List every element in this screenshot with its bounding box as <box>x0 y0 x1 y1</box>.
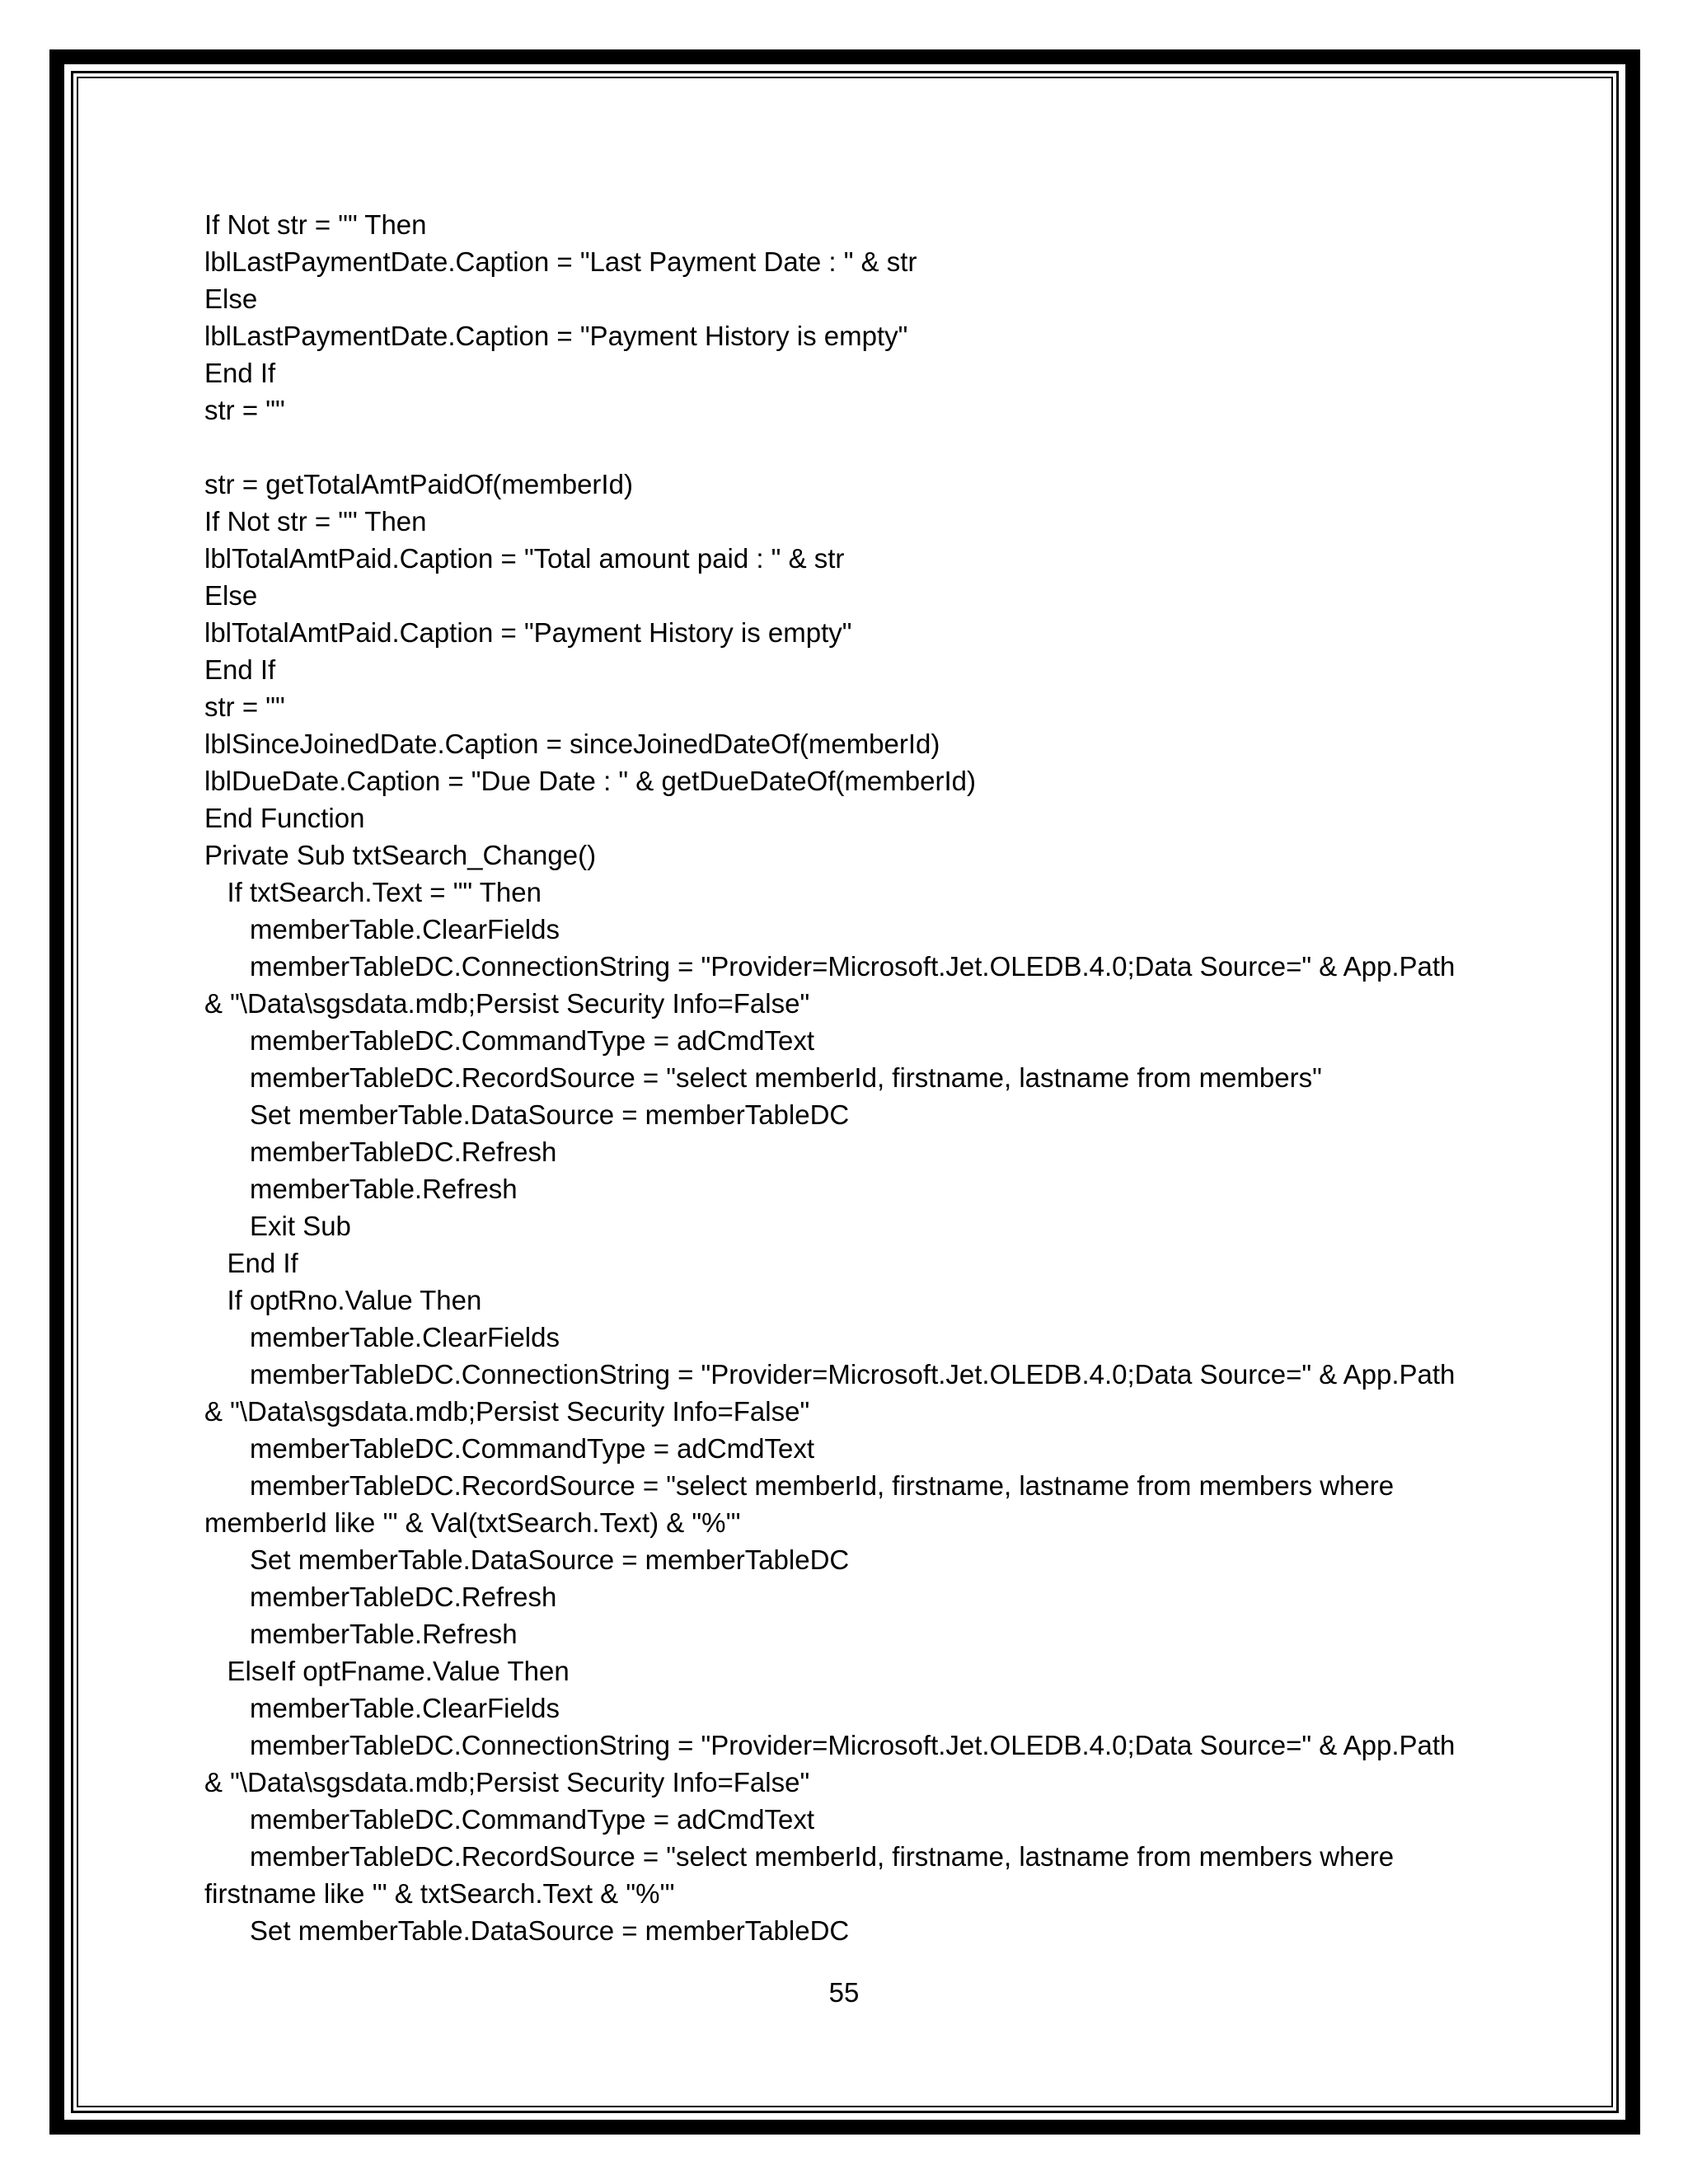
code-line: memberId like '" & Val(txtSearch.Text) & "%'" <box>204 1507 741 1538</box>
page-number: 55 <box>828 1977 860 2008</box>
code-line: If optRno.Value Then <box>204 1285 482 1315</box>
code-listing <box>204 206 1490 1949</box>
code-line: memberTableDC.RecordSource = "select memberId, firstname, lastname from members where <box>204 1841 1395 1872</box>
code-line: End If <box>204 1248 298 1278</box>
code-line: lblSinceJoinedDate.Caption = sinceJoinedDateOf(memberId) <box>204 729 940 759</box>
code-line: Set memberTable.DataSource = memberTableDC <box>204 1099 850 1130</box>
code-line: str = "" <box>204 691 285 722</box>
code-line: lblTotalAmtPaid.Caption = "Total amount paid : " & str <box>204 543 845 574</box>
code-line: lblDueDate.Caption = "Due Date : " & getDueDateOf(memberId) <box>204 766 976 796</box>
code-line: Set memberTable.DataSource = memberTableDC <box>204 1544 850 1575</box>
code-line: memberTableDC.ConnectionString = "Provider=Microsoft.Jet.OLEDB.4.0;Data Source=" & App.Path <box>204 1359 1456 1390</box>
code-line: memberTable.ClearFields <box>204 914 560 944</box>
code-line: End If <box>204 358 276 388</box>
code-line: memberTableDC.CommandType = adCmdText <box>204 1025 815 1056</box>
code-line: If txtSearch.Text = "" Then <box>204 877 542 907</box>
code-line: memberTableDC.Refresh <box>204 1582 557 1612</box>
code-line: & "\Data\sgsdata.mdb;Persist Security Info=False" <box>204 988 810 1019</box>
code-line: & "\Data\sgsdata.mdb;Persist Security Info=False" <box>204 1767 810 1797</box>
code-line: Set memberTable.DataSource = memberTableDC <box>204 1915 850 1946</box>
code-line: Exit Sub <box>204 1211 351 1241</box>
code-line: End Function <box>204 803 365 833</box>
code-line: & "\Data\sgsdata.mdb;Persist Security Info=False" <box>204 1396 810 1427</box>
code-line: firstname like '" & txtSearch.Text & "%'" <box>204 1878 675 1909</box>
code-line: lblLastPaymentDate.Caption = "Payment History is empty" <box>204 321 908 351</box>
code-line: memberTableDC.RecordSource = "select memberId, firstname, lastname from members" <box>204 1062 1322 1093</box>
code-line: ElseIf optFname.Value Then <box>204 1656 570 1686</box>
code-line: memberTableDC.CommandType = adCmdText <box>204 1804 815 1835</box>
code-line: Else <box>204 580 258 611</box>
code-line: memberTable.ClearFields <box>204 1693 560 1723</box>
code-line: memberTableDC.CommandType = adCmdText <box>204 1433 815 1464</box>
code-line: End If <box>204 654 276 685</box>
code-line: str = getTotalAmtPaidOf(memberId) <box>204 469 633 499</box>
code-line: lblLastPaymentDate.Caption = "Last Payment Date : " & str <box>204 246 917 277</box>
code-line: Private Sub txtSearch_Change() <box>204 840 597 870</box>
code-line: memberTable.ClearFields <box>204 1322 560 1352</box>
code-line: memberTableDC.RecordSource = "select memberId, firstname, lastname from members where <box>204 1470 1395 1501</box>
code-line: lblTotalAmtPaid.Caption = "Payment History is empty" <box>204 617 852 648</box>
code-line: memberTable.Refresh <box>204 1174 518 1204</box>
code-line-blank <box>204 429 1490 466</box>
code-line: memberTableDC.Refresh <box>204 1137 557 1167</box>
code-line: If Not str = "" Then <box>204 506 427 537</box>
code-line: str = "" <box>204 395 285 425</box>
code-line: Else <box>204 284 258 314</box>
code-line: If Not str = "" Then <box>204 209 427 240</box>
code-line: memberTableDC.ConnectionString = "Provider=Microsoft.Jet.OLEDB.4.0;Data Source=" & App.Path <box>204 951 1456 982</box>
code-line: memberTable.Refresh <box>204 1619 518 1649</box>
code-line: memberTableDC.ConnectionString = "Provider=Microsoft.Jet.OLEDB.4.0;Data Source=" & App.Path <box>204 1730 1456 1760</box>
